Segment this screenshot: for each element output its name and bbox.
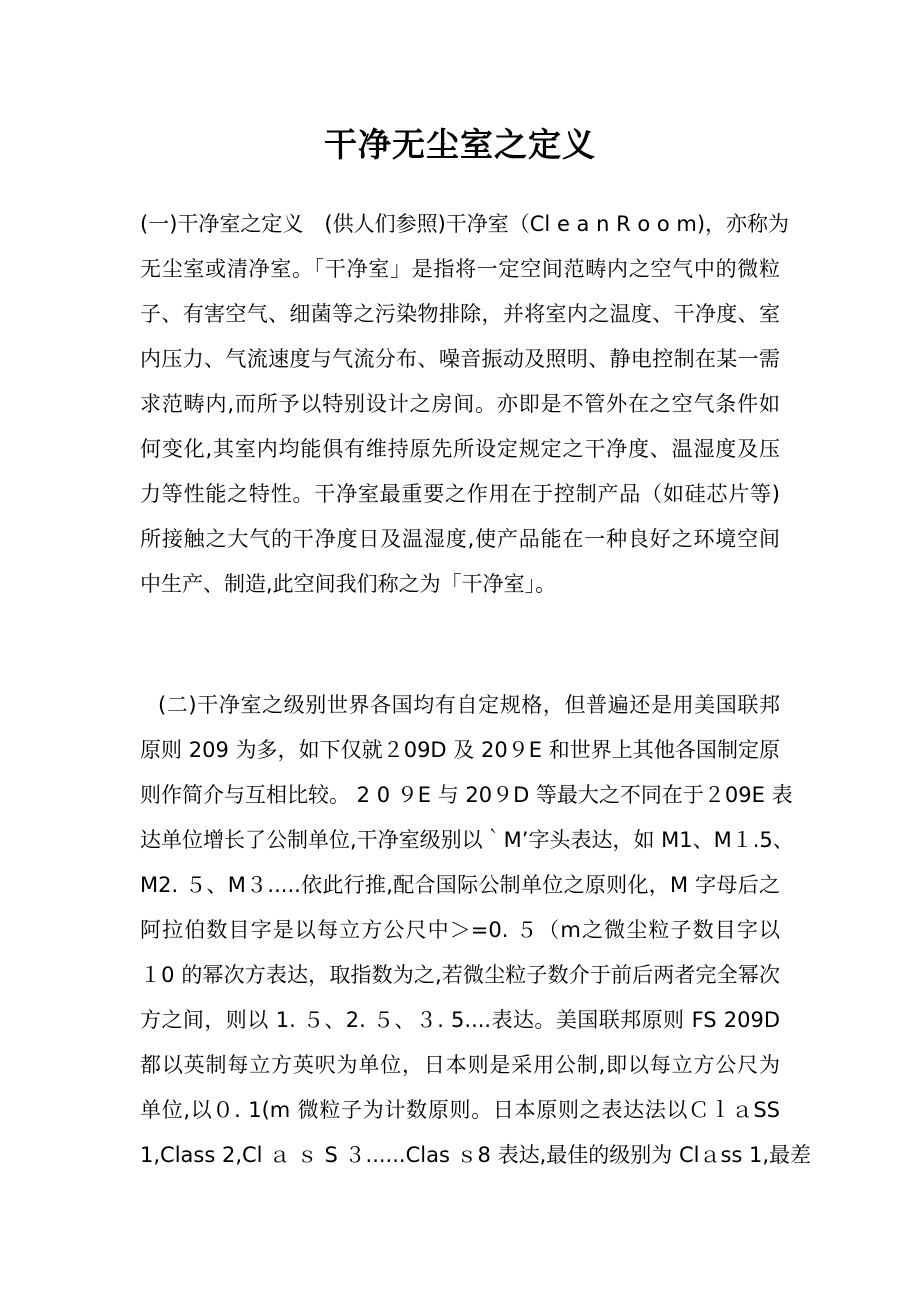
- text-line: 达单位增长了公制单位,干净室级别以｀M’字头表达，如 M1、M１.5、: [140, 828, 794, 852]
- text-line: (二)干净室之级别世界各国均有自定规格，但普遍还是用美国联邦: [158, 693, 780, 717]
- text-line: １0 的幂次方表达，取指数为之,若微尘粒子数介于前后两者完全幂次: [140, 963, 780, 987]
- page-title: 干净无尘室之定义: [324, 125, 596, 164]
- text-line: 何变化,其室内均能俱有维持原先所设定规定之干净度、温湿度及压: [140, 437, 780, 461]
- text-line: 内压力、气流速度与气流分布、噪音振动及照明、静电控制在某一需: [140, 347, 780, 371]
- text-line: 都以英制每立方英呎为单位，日本则是采用公制,即以每立方公尺为: [140, 1053, 780, 1077]
- text-line: 则作简介与互相比较。 2 0 ９E 与 20９D 等最大之不同在于２09E 表: [140, 783, 793, 807]
- text-line: 所接触之大气的干净度日及温湿度,使产品能在一种良好之环境空间: [140, 527, 780, 551]
- text-line: 原则 209 为多，如下仅就２09D 及 20９E 和世界上其他各国制定原: [140, 738, 780, 762]
- text-line: 阿拉伯数目字是以每立方公尺中＞=0. ５（m之微尘粒子数目字以: [140, 918, 780, 942]
- text-line: 力等性能之特性。干净室最重要之作用在于控制产品（如硅芯片等): [140, 482, 780, 506]
- text-line: 无尘室或清净室。「干净室」是指将一定空间范畴内之空气中的微粒: [140, 257, 780, 281]
- text-line: (一)干净室之定义 (供人们参照)干净室（Cl e a n R o o m)，亦称为: [140, 212, 790, 236]
- text-line: 1,Class 2,Cl ａ ｓ S ３......Clas ｓ8 表达,最佳的级别为 Clａss 1,最差: [140, 1143, 812, 1167]
- text-line: 单位,以０. 1(m 微粒子为计数原则。日本原则之表达法以ＣｌａSS: [140, 1098, 780, 1122]
- text-line: 方之间，则以 1. ５、2. ５、３. 5....表达。美国联邦原则 FS 209D: [140, 1008, 780, 1032]
- text-line: 求范畴内,而所予以特别设计之房间。亦即是不管外在之空气条件如: [140, 392, 780, 416]
- text-line: 中生产、制造,此空间我们称之为「干净室」。: [140, 572, 557, 596]
- paragraph-grades: [140, 683, 812, 1178]
- text-line: M2. ５、M３.....依此行推,配合国际公制单位之原则化，M 字母后之: [140, 873, 780, 897]
- paragraph-definition: [140, 202, 790, 607]
- text-line: 子、有害空气、细菌等之污染物排除，并将室内之温度、干净度、室: [140, 302, 780, 326]
